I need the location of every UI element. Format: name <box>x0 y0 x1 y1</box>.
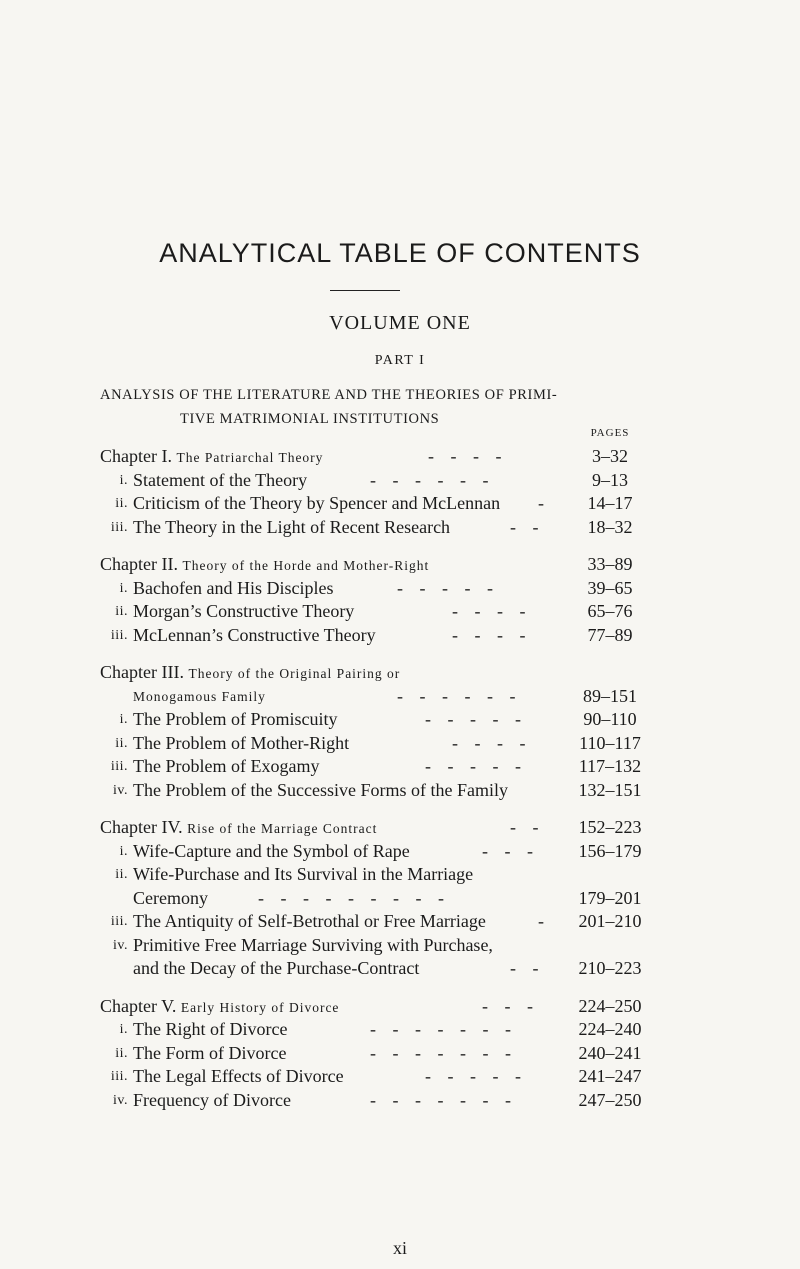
leader-dots: - - - - - - - <box>370 1089 517 1110</box>
chapter-pages: 33–89 <box>587 554 633 574</box>
section-row-continued[interactable] <box>0 887 800 911</box>
section-number: iv. <box>113 782 128 798</box>
section-title: The Form of Divorce <box>133 1042 287 1063</box>
section-pages: 14–17 <box>587 493 633 513</box>
leader-dots: - <box>538 493 550 513</box>
section-pages: 117–132 <box>578 756 642 776</box>
chapter-title: Theory of the Horde and Mother-Right <box>182 558 430 573</box>
section-number: ii. <box>115 496 128 511</box>
section-pages: 201–210 <box>578 911 642 931</box>
pages-column-header: PAGES <box>590 427 630 439</box>
section-pages: 90–110 <box>583 709 637 729</box>
section-title: Frequency of Divorce <box>133 1089 291 1110</box>
leader-dots: - - - <box>482 995 539 1016</box>
leader-dots: - - - - <box>452 601 532 621</box>
page-title: ANALYTICAL TABLE OF CONTENTS <box>159 238 641 268</box>
section-row[interactable] <box>0 863 800 887</box>
chapter-pages: 152–223 <box>578 817 642 837</box>
section-title: The Problem of Exogamy <box>133 756 320 776</box>
leader-dots: - - - - - - - <box>370 1042 517 1063</box>
section-number: iii. <box>110 519 128 535</box>
section-number: iv. <box>113 1092 128 1108</box>
section-number: i. <box>119 712 128 727</box>
chapter-title: The Patriarchal Theory <box>176 450 324 465</box>
chapter-row[interactable] <box>0 553 800 577</box>
leader-dots: - - <box>510 817 545 837</box>
section-title: Statement of the Theory <box>133 469 308 490</box>
section-title-line-2: Ceremony <box>133 887 208 908</box>
section-row[interactable] <box>0 910 800 934</box>
section-row[interactable] <box>0 1042 800 1066</box>
chapter-title-line-2: Monogamous Family <box>133 688 266 704</box>
chapter-title: Rise of the Marriage Contract <box>187 821 378 836</box>
chapter-pages: 224–250 <box>578 995 642 1016</box>
section-title-line-2: and the Decay of the Purchase-Contract <box>133 958 420 978</box>
leader-dots: - - - - - <box>397 577 499 598</box>
chapter-row[interactable] <box>0 445 800 469</box>
section-pages: 247–250 <box>578 1089 642 1110</box>
leader-dots: - - - - - <box>425 709 527 729</box>
section-number: i. <box>119 580 128 596</box>
section-title: Morgan’s Constructive Theory <box>133 601 355 621</box>
chapter-row[interactable] <box>0 995 800 1019</box>
section-number: i. <box>119 843 128 859</box>
leader-dots: - <box>538 911 550 931</box>
section-pages: 9–13 <box>592 469 628 490</box>
chapter-title-line-1: Theory of the Original Pairing or <box>188 666 401 681</box>
section-title: Criticism of the Theory by Spencer and McLennan <box>133 493 501 513</box>
section-number: iii. <box>110 1069 128 1084</box>
section-title: The Problem of Mother-Right <box>133 732 350 753</box>
chapter-row[interactable] <box>0 661 800 685</box>
section-pages: 224–240 <box>578 1019 642 1039</box>
leader-dots: - - - <box>482 840 539 861</box>
leader-dots: - - - - - - <box>370 469 495 490</box>
section-number: i. <box>119 1022 128 1037</box>
section-row[interactable] <box>0 1065 800 1089</box>
section-row[interactable] <box>0 516 800 540</box>
section-title: The Theory in the Light of Recent Research <box>133 516 451 537</box>
section-row[interactable] <box>0 600 800 624</box>
section-row[interactable] <box>0 755 800 779</box>
section-pages: 39–65 <box>587 577 633 598</box>
section-number: iii. <box>110 914 128 929</box>
part-subtitle <box>100 383 660 431</box>
chapter-label: Chapter III. <box>100 662 184 682</box>
contents-list <box>0 445 800 1112</box>
chapter-label: Chapter IV. <box>100 817 183 837</box>
leader-dots: - - - - <box>452 732 532 753</box>
section-title: Bachofen and His Disciples <box>133 577 334 598</box>
leader-dots: - - - - - - <box>397 685 522 706</box>
part-subtitle-line-1: ANALYSIS OF THE LITERATURE AND THE THEORIES OF PRIMI- <box>100 387 558 403</box>
section-row[interactable] <box>0 840 800 864</box>
section-number: ii. <box>115 1045 128 1061</box>
chapter-label: Chapter I. <box>100 446 172 466</box>
section-pages: 210–223 <box>578 958 642 978</box>
section-title-line-1: Wife-Purchase and Its Survival in the Marriage <box>133 864 474 884</box>
section-pages: 18–32 <box>587 516 633 537</box>
section-title: The Right of Divorce <box>133 1019 288 1039</box>
section-number: iv. <box>113 937 128 953</box>
section-row[interactable] <box>0 1089 800 1113</box>
chapter-title: Early History of Divorce <box>180 999 340 1015</box>
chapter-pages: 89–151 <box>583 685 637 706</box>
section-row[interactable] <box>0 1018 800 1042</box>
section-row[interactable] <box>0 732 800 756</box>
chapter-label: Chapter V. <box>100 995 177 1016</box>
section-title: The Legal Effects of Divorce <box>133 1066 344 1086</box>
title-divider <box>330 290 400 291</box>
section-title-line-1: Primitive Free Marriage Surviving with Purchase, <box>133 934 493 955</box>
section-number: iii. <box>110 759 128 774</box>
leader-dots: - - <box>510 516 545 537</box>
leader-dots: - - - - - <box>425 1066 527 1086</box>
leader-dots: - - - - - - - - - <box>258 887 450 908</box>
part-subtitle-line-2: TIVE MATRIMONIAL INSTITUTIONS <box>180 411 440 427</box>
section-pages: 179–201 <box>578 887 642 908</box>
page-number: xi <box>392 1238 407 1258</box>
section-number: ii. <box>115 867 128 882</box>
section-row[interactable] <box>0 779 800 803</box>
section-pages: 132–151 <box>578 779 642 800</box>
section-pages: 240–241 <box>578 1042 642 1063</box>
section-row[interactable] <box>0 469 800 493</box>
chapter-pages: 3–32 <box>592 446 628 466</box>
section-title: McLennan’s Constructive Theory <box>133 624 376 645</box>
section-row[interactable] <box>0 577 800 601</box>
chapter-label: Chapter II. <box>100 554 178 574</box>
section-title: Wife-Capture and the Symbol of Rape <box>133 840 410 861</box>
section-title: The Problem of the Successive Forms of the Family <box>133 779 508 800</box>
part-heading: PART I <box>374 353 426 368</box>
section-pages: 156–179 <box>578 840 642 861</box>
section-number: ii. <box>115 604 128 619</box>
section-number: i. <box>119 472 128 488</box>
leader-dots: - - - - <box>428 446 508 466</box>
volume-heading: VOLUME ONE <box>329 312 471 334</box>
leader-dots: - - - - - - - <box>370 1019 517 1039</box>
leader-dots: - - <box>510 958 545 978</box>
section-pages: 110–117 <box>579 732 641 753</box>
section-row[interactable] <box>0 708 800 732</box>
leader-dots: - - - - - <box>425 756 527 776</box>
leader-dots: - - - - <box>452 624 532 645</box>
section-number: iii. <box>110 627 128 643</box>
section-pages: 241–247 <box>578 1066 642 1086</box>
section-title: The Problem of Promiscuity <box>133 709 338 729</box>
section-row[interactable] <box>0 624 800 648</box>
section-number: ii. <box>115 735 128 751</box>
section-row-continued[interactable] <box>0 957 800 981</box>
section-pages: 77–89 <box>587 624 633 645</box>
chapter-row-continued[interactable] <box>0 685 800 709</box>
section-pages: 65–76 <box>587 601 633 621</box>
section-row[interactable] <box>0 934 800 958</box>
section-row[interactable] <box>0 492 800 516</box>
section-title: The Antiquity of Self-Betrothal or Free Marriage <box>133 911 486 931</box>
chapter-row[interactable] <box>0 816 800 840</box>
